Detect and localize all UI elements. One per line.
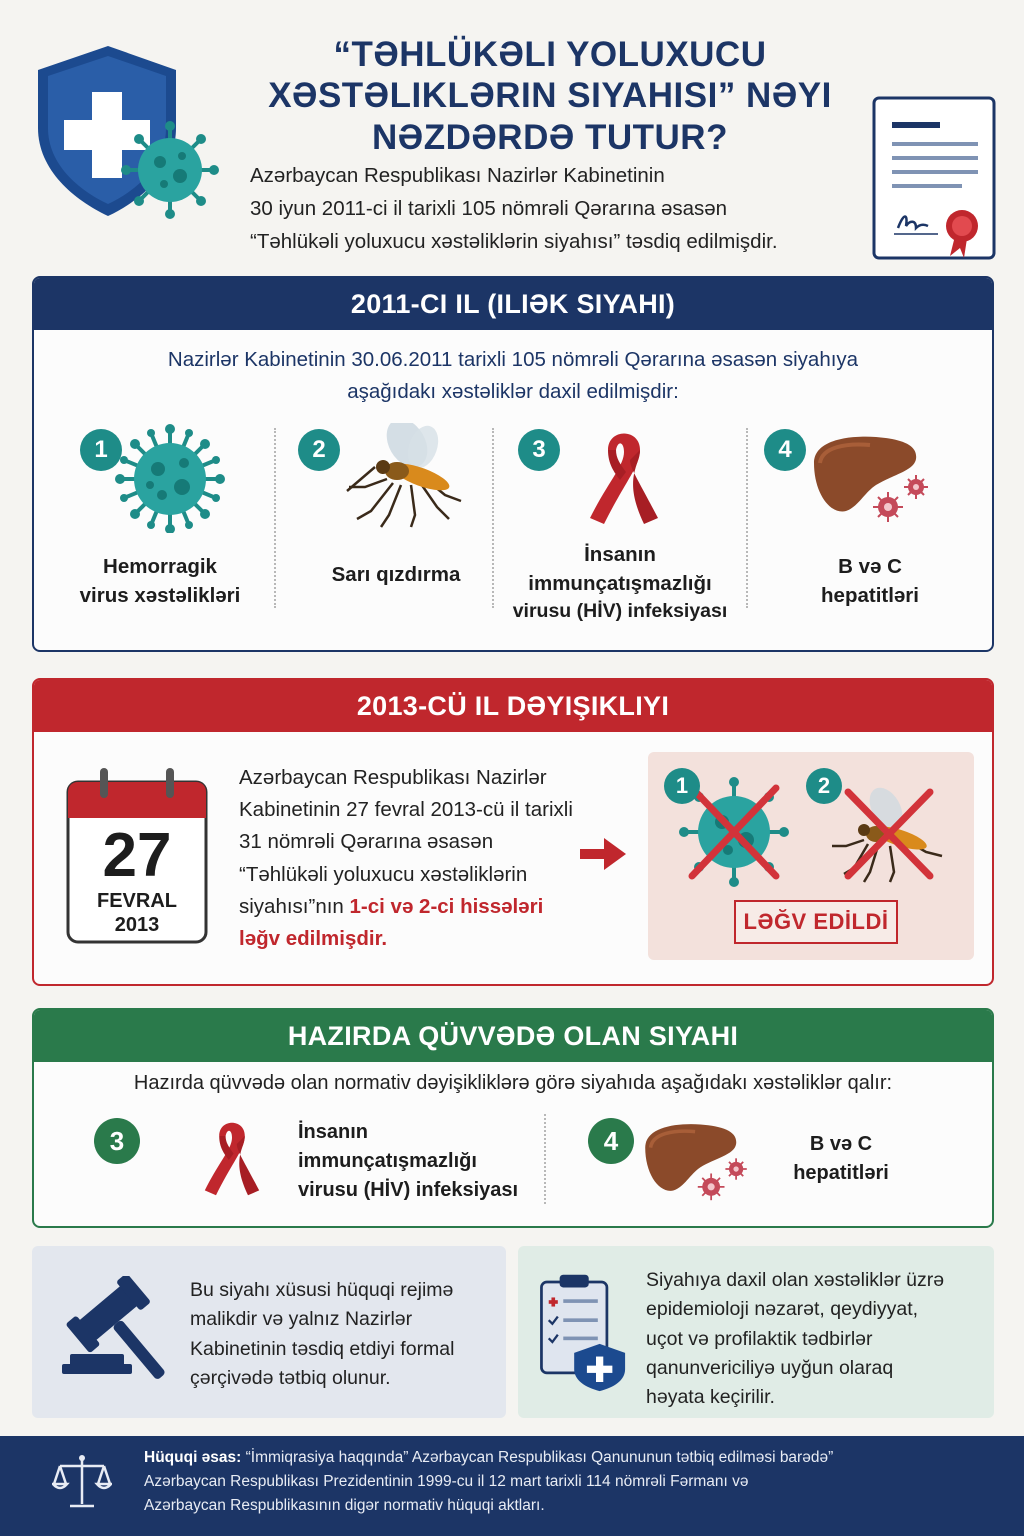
cancelled-stamp: LƏĞV EDİLDİ <box>734 900 898 944</box>
number-badge: 2 <box>298 429 340 471</box>
cancelled-items <box>648 752 974 960</box>
section-current-intro: Hazırda qüvvədə olan normativ dəyişikliklərə görə siyahıda aşağıdakı xəstəliklər qalır: <box>133 1072 893 1094</box>
divider <box>492 428 494 608</box>
section-2011 <box>32 276 994 652</box>
disease-item <box>44 423 276 633</box>
virus-icon <box>121 121 219 219</box>
number-badge: 2 <box>806 768 842 804</box>
header-intro: Azərbaycan Respublikası Nazirlər Kabinetinin 30 iyun 2011-ci il tarixli 105 nömrəli Qərarına əsasən “Təhlükəli yoluxucu xəstəliklərin siyahısı” təsdiq edilmişdir. <box>250 164 778 253</box>
current-item-label: B və C hepatitləri <box>793 1133 889 1184</box>
current-item-label: İnsanın immunçatışmazlığı virusu (HİV) infeksiyası <box>298 1121 519 1201</box>
divider <box>544 1114 546 1204</box>
page-title: “TƏHLÜKƏLI YOLUXUCU XƏSTƏLIKLƏRIN SIYAHISI” NƏYI NƏZDƏRDƏ TUTUR? <box>268 35 832 157</box>
section-2013 <box>32 678 994 986</box>
scales-of-justice-icon <box>52 1452 112 1512</box>
info-right-text: Siyahıya daxil olan xəstəliklər üzrə epidemioloji nəzarət, qeydiyyat, uçot və profilaktik tədbirlər qanunvericiliyə uyğun olaraq həyata keçirilir. <box>646 1269 945 1408</box>
info-legal-regime <box>32 1246 506 1418</box>
footer <box>0 1436 1024 1536</box>
section-current-title: HAZIRDA QÜVVƏDƏ OLAN SIYAHI <box>34 1010 992 1062</box>
divider <box>274 428 276 608</box>
number-badge: 1 <box>664 768 700 804</box>
section-2013-text: Azərbaycan Respublikası Nazirlər Kabinetinin 27 fevral 2013-cü il tarixli 31 nömrəli Qərarına əsasən “Təhlükəli yoluxucu xəstəliklərin siyahısı”nın 1-ci və 2-ci hissələri ləğv edilmişdir. <box>239 766 573 950</box>
section-current <box>32 1008 994 1228</box>
virus-icon <box>108 423 228 533</box>
ribbon-icon <box>184 1106 280 1206</box>
gavel-icon <box>52 1276 182 1386</box>
disease-label: İnsanın immunçatışmazlığı virusu (HİV) infeksiyası <box>512 543 728 623</box>
number-badge: 4 <box>588 1118 634 1164</box>
disease-label: Hemorragik virus xəstəlikləri <box>79 555 241 607</box>
calendar-year: 2013 <box>114 914 160 936</box>
arrow-right-icon <box>580 836 628 872</box>
ribbon-icon <box>564 417 684 533</box>
disease-item <box>280 423 512 633</box>
document-seal-icon <box>872 96 996 262</box>
number-badge: 1 <box>80 429 122 471</box>
disease-item <box>504 423 736 633</box>
divider <box>746 428 748 608</box>
number-badge: 4 <box>764 429 806 471</box>
liver-icon <box>806 423 936 533</box>
section-2011-intro: Nazirlər Kabinetinin 30.06.2011 tarixli 105 nömrəli Qərarına əsasən siyahıya aşağıdakı xəstəliklər daxil edilmişdir: <box>167 348 859 403</box>
disease-item <box>754 423 986 633</box>
footer-legal-basis: Hüquqi əsas: “İmmiqrasiya haqqında” Azərbaycan Respublikası Qanununun tətbiq edilməsi barədə” Azərbaycan Respublikası Prezidentinin 1999-cu il 12 mart tarixli 114 nömrəli Fərmanı və Azərbaycan Respublikasının digər normativ hüquqi aktları. <box>144 1449 834 1515</box>
calendar-icon <box>66 768 208 944</box>
section-2011-title: 2011-CI IL (ILIƏK SIYAHI) <box>34 278 992 330</box>
header <box>0 0 1024 270</box>
info-epidemiology <box>518 1246 994 1418</box>
number-badge: 3 <box>518 429 560 471</box>
disease-label: B və C hepatitləri <box>821 555 919 607</box>
number-badge: 3 <box>94 1118 140 1164</box>
shield-cross-icon <box>30 40 220 220</box>
clipboard-shield-icon <box>536 1270 636 1394</box>
liver-icon <box>638 1112 754 1210</box>
calendar-day: 27 <box>102 821 172 890</box>
disease-label: Sarı qızdırma <box>331 563 461 586</box>
calendar-month: FEVRAL <box>97 890 177 912</box>
section-2013-title: 2013-CÜ IL DƏYIŞIKLIYI <box>34 680 992 732</box>
mosquito-icon <box>340 423 470 533</box>
info-left-text: Bu siyahı xüsusi hüquqi rejimə malikdir və yalnız Nazirlər Kabinetinin təsdiq etdiyi formal çərçivədə tətbiq olunur. <box>190 1279 455 1389</box>
